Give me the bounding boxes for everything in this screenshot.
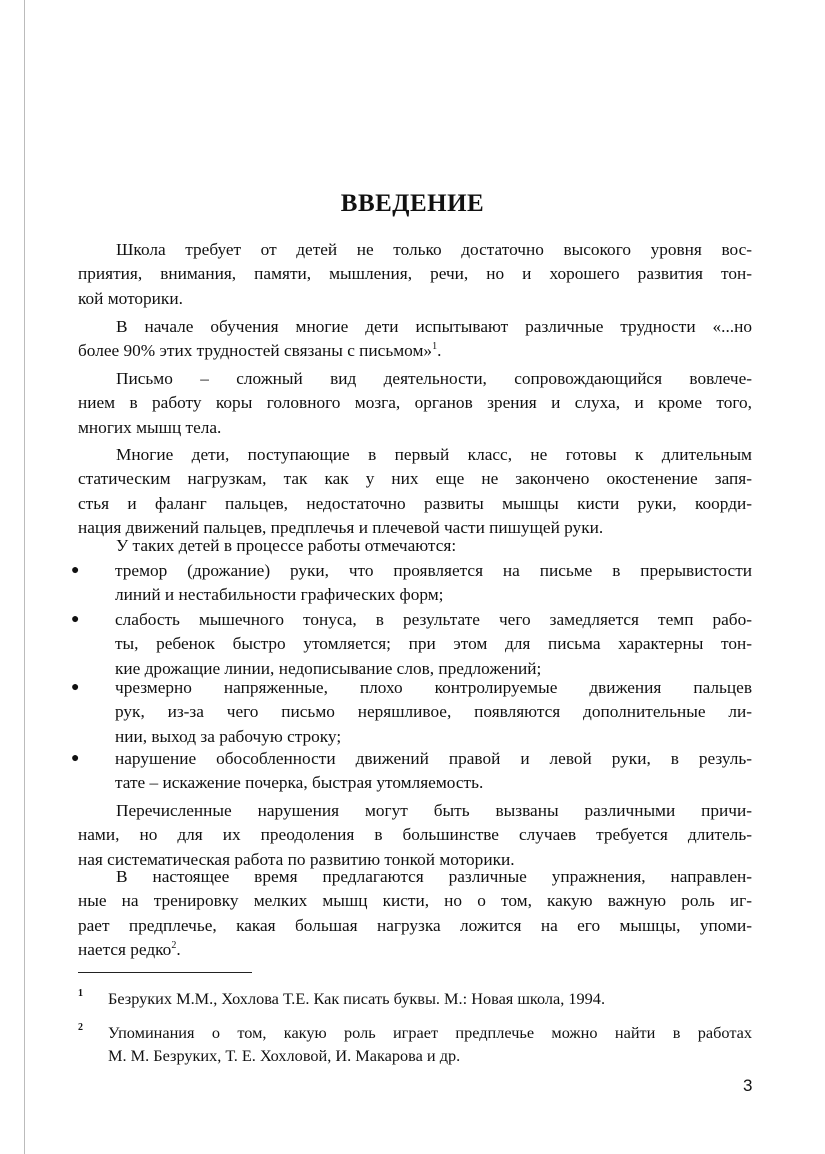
text: нается редко: [78, 940, 172, 960]
text-line: линий и нестабильности графических форм;: [115, 585, 444, 605]
text-line: ная систематическая работа по развитию тонкой моторики.: [78, 849, 515, 869]
text-line: Перечисленные нарушения могут быть вызваны различными причи-: [116, 801, 752, 820]
footnote-divider: [78, 972, 252, 973]
text-line: Многие дети, поступающие в первый класс, не готовы к длительным: [116, 445, 752, 464]
text-line: тате – искажение почерка, быстрая утомляемость.: [115, 773, 484, 793]
scan-edge: [24, 0, 25, 1154]
text: .: [437, 341, 442, 361]
text-line: тремор (дрожание) руки, что проявляется на письме в прерывистости: [115, 561, 752, 580]
text-line: нии, выход за рабочую строку;: [115, 726, 342, 746]
text-line: В начале обучения многие дети испытывают различные трудности «...но: [116, 317, 752, 336]
text-line: У таких детей в процессе работы отмечаются:: [116, 536, 457, 555]
text-line: нами, но для их преодоления в большинстве случаев требуется длитель-: [78, 825, 752, 845]
text-line: стья и фаланг пальцев, недостаточно развиты мышцы кисти руки, коорди-: [78, 493, 752, 513]
bullet-item: [71, 747, 752, 796]
text-line: нарушение обособленности движений правой и левой руки, в резуль-: [115, 749, 752, 768]
page-title: ВВЕДЕНИЕ: [340, 190, 485, 217]
bullet-icon: ●: [71, 751, 80, 766]
text-line: Письмо – сложный вид деятельности, сопровождающийся вовлече-: [116, 369, 752, 388]
paragraph-5: [78, 534, 752, 558]
paragraph-7: [78, 865, 752, 963]
text-line: статическим нагрузкам, так как у них еще не закончено окостенение запя-: [78, 469, 752, 489]
text-line: Школа требует от детей не только достаточно высокого уровня вос-: [116, 240, 752, 259]
bullet-icon: ●: [71, 563, 80, 578]
text-line: приятия, внимания, памяти, мышления, речи, но и хорошего развития тон-: [78, 264, 752, 284]
bullet-item: [71, 608, 752, 681]
text-line: рук, из-за чего письмо неряшливое, появляются дополнительные ли-: [115, 702, 752, 722]
text-line: ты, ребенок быстро утомляется; при этом для письма характерны тон-: [115, 634, 752, 654]
text-line: рает предплечье, какая большая нагрузка ложится на его мышцы, упоми-: [78, 915, 752, 935]
paragraph-2: [78, 315, 752, 364]
footnote-text: Безруких М.М., Хохлова Т.Е. Как писать буквы. М.: Новая школа, 1994.: [108, 989, 606, 1008]
text-line: кой моторики.: [78, 288, 183, 308]
bullet-item: [71, 676, 752, 749]
paragraph-4: [78, 443, 752, 541]
bullet-icon: ●: [71, 680, 80, 695]
footnote-1: [78, 987, 752, 1010]
text-line: [78, 339, 752, 363]
text-line: чрезмерно напряженные, плохо контролируемые движения пальцев: [115, 678, 752, 697]
footnote-ref: 2: [171, 940, 177, 952]
text-line: кие дрожащие линии, недописывание слов, предложений;: [115, 658, 542, 678]
text-line: многих мышц тела.: [78, 417, 222, 437]
footnote-text: Упоминания о том, какую роль играет предплечье можно найти в работах: [108, 1023, 752, 1042]
paragraph-1: [78, 238, 752, 311]
text-line: [78, 938, 752, 962]
footnote-number: 1: [78, 988, 83, 999]
text-line: слабость мышечного тонуса, в результате чего замедляется темп рабо-: [115, 610, 752, 629]
text-line: ные на тренировку мелких мышц кисти, но о том, какую важную роль иг-: [78, 891, 752, 911]
footnote-number: 2: [78, 1022, 83, 1033]
footnote-text: М. М. Безруких, Т. Е. Хохловой, И. Макарова и др.: [108, 1046, 461, 1065]
text: .: [176, 940, 181, 960]
paragraph-6: [78, 799, 752, 872]
page-number: 3: [743, 1076, 753, 1095]
text-line: нием в работу коры головного мозга, органов зрения и слуха, и кроме того,: [78, 393, 752, 413]
paragraph-3: [78, 367, 752, 440]
footnote-ref: 1: [432, 341, 438, 353]
text-line: В настоящее время предлагаются различные упражнения, направлен-: [116, 867, 752, 886]
bullet-icon: ●: [71, 612, 80, 627]
bullet-item: [71, 559, 752, 608]
text-line: нация движений пальцев, предплечья и плечевой части пишущей руки.: [78, 518, 604, 538]
footnote-2: [78, 1021, 752, 1067]
text: более 90% этих трудностей связаны с письмом»: [78, 341, 433, 361]
